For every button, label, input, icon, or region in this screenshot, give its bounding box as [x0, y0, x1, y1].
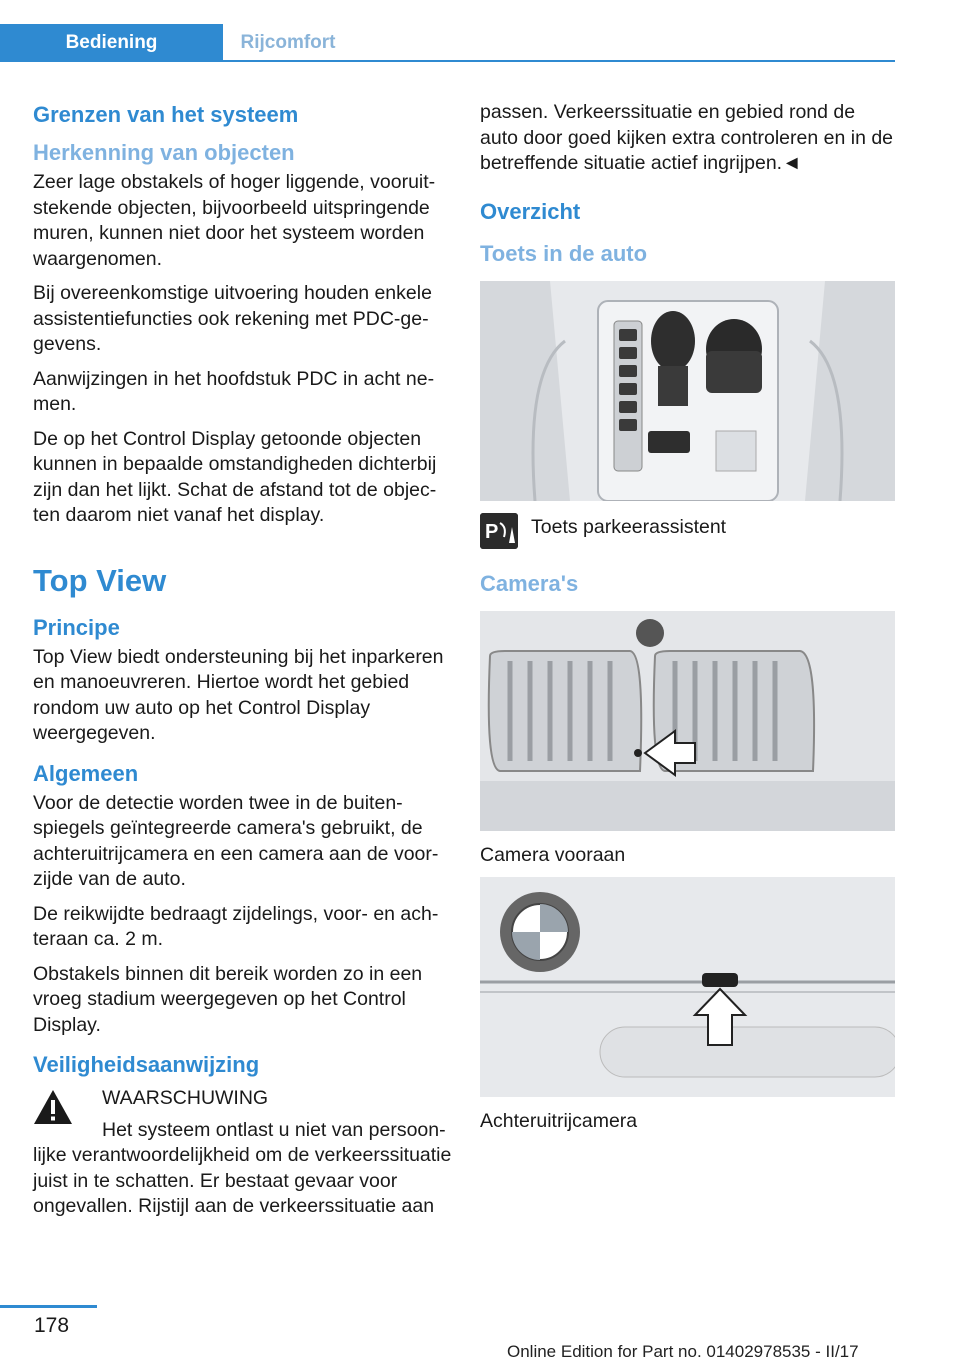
warning-triangle-icon [33, 1089, 73, 1125]
center-console-illustration [480, 281, 895, 501]
button-legend-row [480, 513, 895, 553]
right-column [480, 100, 895, 1144]
caption-rear-camera: Achteruitrijcamera [480, 1110, 638, 1132]
paragraph: Voor de detectie worden twee in de buitenspiegels geïntegreerde camera's gebruikt, de achteruitrijcamera en een camera aan de voorzijde van de auto. [33, 791, 439, 890]
section-title-veiligheid: Veiligheidsaanwijzing [33, 1052, 260, 1077]
paragraph: Top View biedt ondersteuning bij het inparkeren en manoeuvreren. Hiertoe wordt het gebied rondom uw auto op het Control Display weergegeven. [33, 645, 444, 744]
paragraph: Obstakels binnen dit bereik worden zo in een vroeg stadium weergegeven op het Control Display. [33, 962, 423, 1036]
button-legend-label: Toets parkeerassistent [531, 515, 727, 538]
header-divider [0, 60, 895, 62]
section-title-grenzen: Grenzen van het systeem [33, 102, 299, 127]
tab-bediening[interactable]: Bediening [0, 24, 223, 62]
page-number: 178 [34, 1314, 70, 1337]
paragraph: Zeer lage obstakels of hoger liggende, vooruitstekende objecten, bijvoorbeeld uitspringende muren, kunnen niet door het systeem worden waargenomen. [33, 171, 436, 270]
svg-text:P: P [485, 520, 499, 543]
section-title-overzicht: Overzicht [480, 198, 581, 224]
section-title-principe: Principe [33, 614, 120, 640]
paragraph: passen. Verkeerssituatie en gebied rond de auto door goed kijken extra controleren en in de betreffende situatie actief ingrijpen.◄ [480, 101, 894, 174]
subsection-title-cameras: Camera's [480, 570, 579, 596]
header-tabs [0, 0, 895, 62]
section-title-algemeen: Algemeen [33, 760, 139, 786]
caption-front-camera: Camera vooraan [480, 843, 626, 866]
chapter-title-top-view: Top View [33, 562, 167, 598]
warning-body: Het systeem ontlast u niet van persoonlijke verantwoordelijkheid om de verkeerssituatie juist in te schatten. Er bestaat gevaar voor ongevallen. Rijstijl aan de verkeerssituatie aan [33, 1118, 452, 1217]
page-number-rule [0, 1305, 97, 1308]
left-column [33, 100, 453, 1220]
rear-camera-illustration [480, 877, 895, 1097]
warning-label: WAARSCHUWING [102, 1087, 269, 1109]
footer-edition: Online Edition for Part no. 01402978535 - II/17 [507, 1342, 859, 1361]
paragraph: De reikwijdte bedraagt zijdelings, voor- en achteraan ca. 2 m. [33, 902, 439, 950]
subsection-title-herkenning: Herkenning van objecten [33, 140, 295, 165]
tab-rijcomfort[interactable]: Rijcomfort [240, 32, 336, 53]
paragraph: De op het Control Display getoonde objecten kunnen in bepaalde omstandigheden dichterbij zijn dan het lijkt. Schat de afstand tot de objecten daarom niet vanaf het display. [33, 427, 437, 526]
paragraph: Aanwijzingen in het hoofdstuk PDC in acht nemen. [33, 367, 435, 415]
warning-text [33, 1118, 453, 1220]
front-camera-illustration [480, 611, 895, 831]
parking-assistant-icon [480, 513, 518, 549]
paragraph: Bij overeenkomstige uitvoering houden enkele assistentiefuncties ook rekening met PDC-gegevens. [33, 282, 432, 355]
subsection-title-toets: Toets in de auto [480, 240, 648, 266]
warning-block [33, 1086, 453, 1220]
